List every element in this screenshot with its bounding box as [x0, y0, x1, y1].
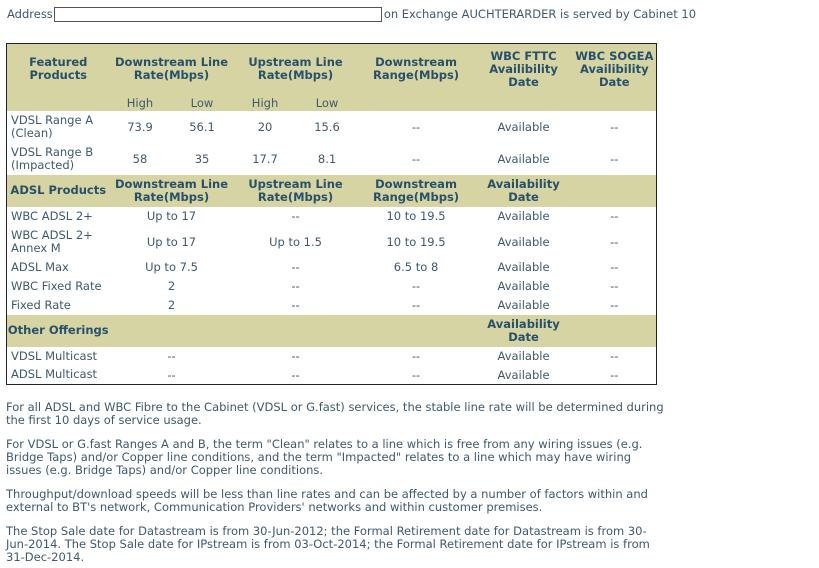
upstream-value: -- [291, 260, 300, 274]
exchange-cabinet-text: on Exchange AUCHTERARDER is served by Cabinet 10 [383, 7, 697, 21]
upstream-value: -- [291, 349, 300, 363]
product-name: WBC ADSL 2+ Annex M [11, 227, 93, 255]
featured-products-heading: Featured Products [29, 55, 88, 83]
upstream-line-rate-heading: Upstream Line Rate(Mbps) [248, 176, 343, 204]
downstream-line-rate-heading: Downstream Line Rate(Mbps) [114, 55, 229, 83]
range-value: -- [411, 151, 421, 166]
availability-value: Available [497, 349, 550, 363]
up-low-value: 8.1 [317, 151, 337, 166]
adsl-products-heading: ADSL Products [10, 183, 107, 197]
upstream-value: Up to 1.5 [269, 234, 322, 249]
availability-table [6, 43, 657, 385]
up-low-subheading: Low [315, 95, 339, 110]
note-stable-line-rate: For all ADSL and WBC Fibre to the Cabinet (VDSL or G.fast) services, the stable line rate will be determined during the first 10 days of service usage. [6, 400, 664, 427]
note-stop-sale-dates: The Stop Sale date for Datastream is from 30-Jun-2012; the Formal Retirement date for Datastream is from 30-Jun-2014. The Stop Sale date for IPstream is from 03-Oct-2014; the Formal Retirement date for IPstream is from 31-Dec-2014. [6, 524, 650, 564]
down-low-value: 35 [194, 151, 210, 166]
downstream-value: Up to 7.5 [145, 260, 198, 274]
table-row [7, 111, 657, 143]
downstream-value: 2 [167, 279, 176, 293]
down-high-subheading: High [126, 95, 154, 110]
table-row [7, 277, 657, 296]
sogea-availability: -- [610, 209, 619, 223]
adsl-header-row [7, 175, 657, 207]
address-line [7, 7, 707, 22]
up-high-value: 17.7 [252, 151, 278, 166]
table-row [7, 347, 657, 366]
availability-value: Available [497, 209, 550, 223]
table-row [7, 296, 657, 315]
availability-value: Available [497, 260, 550, 274]
availability-date-heading: Availability Date [487, 316, 560, 344]
downstream-value: Up to 17 [146, 209, 197, 223]
product-name: ADSL Multicast [11, 367, 98, 382]
other-offerings-heading: Other Offerings [7, 323, 109, 337]
table-row [7, 258, 657, 277]
down-high-value: 73.9 [127, 119, 153, 134]
address-input[interactable] [54, 7, 382, 22]
product-name: ADSL Max [11, 259, 69, 274]
note-throughput: Throughput/download speeds will be less than line rates and can be affected by a number of factors within and external to BT's network, Communication Providers' networks and within customer premises. [6, 487, 648, 514]
table-row [7, 366, 657, 385]
upstream-value: -- [291, 279, 300, 293]
table-row [7, 143, 657, 175]
featured-header-row [7, 44, 657, 95]
sogea-availability: -- [610, 260, 619, 274]
range-value: -- [411, 279, 421, 293]
other-header-row [7, 315, 657, 347]
sogea-availability: -- [610, 349, 619, 363]
downstream-range-heading: Downstream Range(Mbps) [372, 55, 460, 83]
product-name: WBC Fixed Rate [11, 278, 102, 293]
up-low-value: 15.6 [314, 119, 340, 134]
availability-value: Available [497, 367, 550, 382]
wbc-fttc-date-heading: WBC FTTC Availibility Date [489, 48, 558, 89]
product-name: VDSL Multicast [11, 348, 98, 363]
product-name: WBC ADSL 2+ [11, 208, 93, 223]
downstream-value: -- [167, 349, 176, 363]
range-value: 6.5 to 8 [393, 260, 439, 274]
table-row [7, 226, 657, 258]
down-high-value: 58 [132, 151, 148, 166]
fttc-availability: Available [497, 119, 550, 134]
downstream-value: 2 [167, 298, 176, 312]
sogea-availability: -- [610, 298, 619, 312]
featured-subheader-row [7, 95, 657, 111]
note-clean-impacted: For VDSL or G.fast Ranges A and B, the term "Clean" relates to a line which is free from any wiring issues (e.g. Bridge Taps) and/or Copper line conditions, and the term "Impacted" relates to a line which may have wiring issues (e.g. Bridge Taps) and/or Copper line conditions. [6, 437, 643, 477]
sogea-availability: -- [610, 279, 619, 293]
table-row [7, 207, 657, 226]
availability-value: Available [497, 298, 550, 312]
availability-value: Available [497, 234, 550, 249]
down-low-subheading: Low [190, 95, 214, 110]
up-high-value: 20 [257, 119, 273, 134]
upstream-value: -- [291, 367, 300, 382]
range-value: 10 to 19.5 [386, 209, 446, 223]
up-high-subheading: High [251, 95, 279, 110]
sogea-availability: -- [610, 151, 619, 166]
sogea-availability: -- [610, 119, 619, 134]
address-label: Address [7, 7, 53, 21]
availability-value: Available [497, 279, 550, 293]
upstream-line-rate-heading: Upstream Line Rate(Mbps) [248, 55, 343, 83]
range-value: -- [411, 367, 421, 382]
product-name: Fixed Rate [11, 297, 71, 312]
downstream-value: Up to 17 [146, 234, 197, 249]
range-value: 10 to 19.5 [386, 234, 446, 249]
downstream-value: -- [167, 367, 176, 382]
fttc-availability: Available [497, 151, 550, 166]
upstream-value: -- [291, 209, 300, 223]
range-value: -- [411, 349, 421, 363]
wbc-sogea-date-heading: WBC SOGEA Availibility Date [575, 48, 654, 89]
product-name: VDSL Range A (Clean) [11, 112, 94, 140]
down-low-value: 56.1 [189, 119, 215, 134]
downstream-range-heading: Downstream Range(Mbps) [372, 176, 460, 204]
upstream-value: -- [291, 298, 300, 312]
sogea-availability: -- [610, 367, 619, 382]
sogea-availability: -- [610, 234, 619, 249]
range-value: -- [411, 298, 421, 312]
downstream-line-rate-heading: Downstream Line Rate(Mbps) [114, 176, 229, 204]
range-value: -- [411, 119, 421, 134]
availability-date-heading: Availability Date [487, 176, 560, 204]
product-name: VDSL Range B (Impacted) [11, 144, 94, 172]
